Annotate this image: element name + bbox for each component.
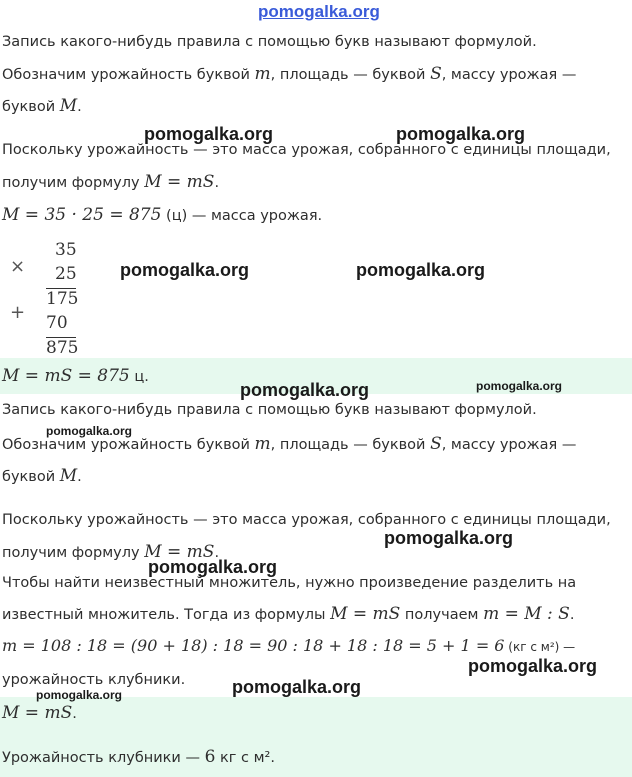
rule-text: Чтобы найти неизвестный множитель, нужно произведение разделить на [2, 575, 577, 591]
answer-box-2 [0, 697, 632, 777]
calculation-line-end: урожайность клубники. [2, 672, 186, 688]
answer-math: M = mS = 875 [2, 366, 130, 386]
watermark: pomogalka.org [476, 379, 563, 393]
formula-line: получим формулу M = mS. [2, 172, 220, 192]
calc-row-2: 25 [55, 264, 77, 284]
definition-text-2: Запись какого-нибудь правила с помощью букв называют формулой. [2, 402, 537, 418]
formula-4: m = M : S [483, 604, 570, 624]
calculation-line: m = 108 : 18 = (90 + 18) : 18 = 90 : 18 + 18 : 18 = 5 + 1 = 6 (кг с м²) — [2, 636, 576, 655]
answer-line: M = mS = 875 ц. [2, 366, 149, 386]
var-m: m [254, 64, 271, 84]
watermark: pomogalka.org [396, 124, 526, 144]
multiply-sign: × [10, 256, 26, 277]
watermark: pomogalka.org [144, 124, 274, 144]
derivation-line: известный множитель. Тогда из формулы M = mS получаем m = M : S. [2, 604, 575, 624]
var-S: S [430, 64, 442, 84]
calc-row-4: 70 [46, 313, 68, 333]
plus-sign: + [10, 302, 26, 323]
watermark: pomogalka.org [36, 688, 123, 702]
watermark: pomogalka.org [148, 557, 278, 577]
reasoning-text: Поскольку урожайность — это масса урожая, собранного с единицы площади, [2, 142, 611, 158]
watermark: pomogalka.org [240, 380, 370, 400]
formula-2: M = mS [144, 542, 215, 562]
watermark: pomogalka.org [356, 260, 486, 280]
var-S-2: S [430, 434, 442, 454]
var-M: M [59, 96, 78, 116]
answer-number: 6 [204, 747, 216, 767]
var-M-2: M [59, 466, 78, 486]
var-m-2: m [254, 434, 271, 454]
top-watermark: pomogalka.org [258, 2, 380, 21]
notation-line: Обозначим урожайность буквой m, площадь — буквой S, массу урожая — [2, 64, 577, 84]
notation-line-3: Обозначим урожайность буквой m, площадь — буквой S, массу урожая — [2, 434, 577, 454]
formula-line-2: получим формулу M = mS. [2, 542, 220, 562]
watermark: pomogalka.org [120, 260, 250, 280]
calc-row-1: 35 [55, 240, 77, 260]
watermark: pomogalka.org [468, 656, 598, 676]
watermark: pomogalka.org [232, 677, 362, 697]
calc-row-5: 875 [46, 338, 79, 358]
watermark: pomogalka.org [384, 528, 514, 548]
notation-line-2: буквой M. [2, 96, 82, 116]
reasoning-text-2: Поскольку урожайность — это масса урожая, собранного с единицы площади, [2, 512, 611, 528]
notation-line-4: буквой M. [2, 466, 82, 486]
formula-3: M = mS [330, 604, 401, 624]
computation-math: M = 35 · 25 = 875 [2, 205, 162, 225]
formula: M = mS [144, 172, 215, 192]
calculation-math: m = 108 : 18 = (90 + 18) : 18 = 90 : 18 + 18 : 18 = 5 + 1 = 6 [2, 636, 505, 655]
computation-line: M = 35 · 25 = 875 (ц) — масса урожая. [2, 205, 323, 225]
answer-formula: M = mS. [2, 703, 77, 723]
calc-row-3: 175 [46, 289, 79, 309]
definition-text: Запись какого-нибудь правила с помощью букв называют формулой. [2, 34, 537, 50]
watermark: pomogalka.org [46, 424, 133, 438]
answer-text: Урожайность клубники — 6 кг с м². [2, 747, 275, 767]
